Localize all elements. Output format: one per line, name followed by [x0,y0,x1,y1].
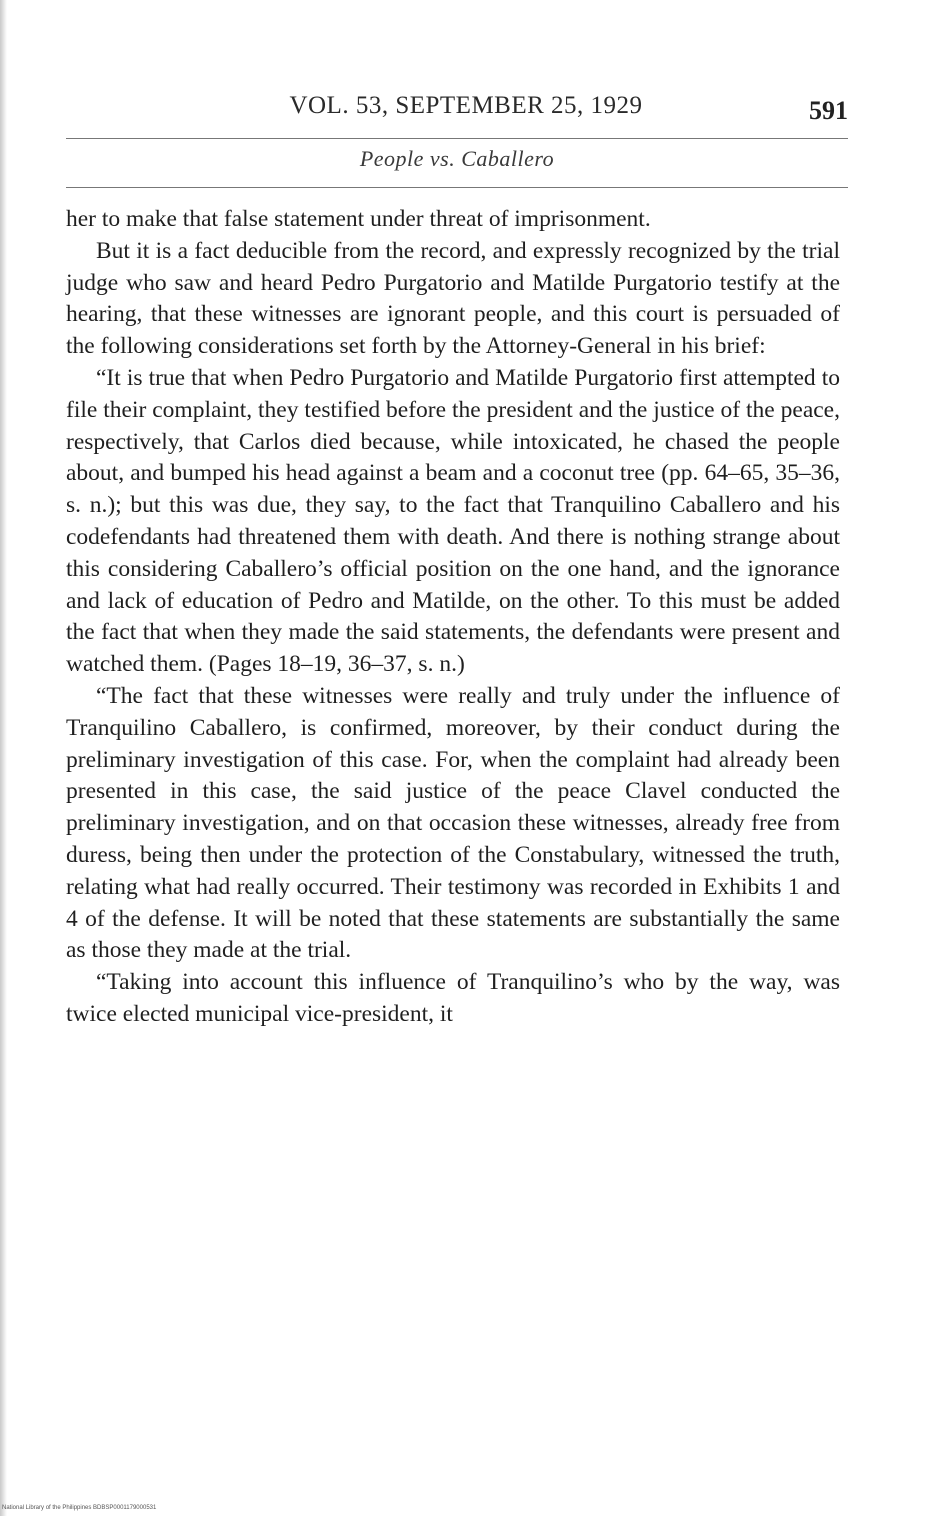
header-rule-bottom [66,187,848,188]
paragraph: But it is a fact deducible from the record, and expressly recognized by the trial judge who saw and heard Pedro Purgatorio and Matilde Purgatorio testify at the hearing, that these witnesses are ignorant people, and this court is persuaded of the following considerations set forth by the Attorney-General in his brief: [66,237,840,360]
paragraph-quote: “The fact that these witnesses were really and truly under the influence of Tranquilino Caballero, is confirmed, moreover, by their conduct during the preliminary investigation of this case. For, when the complaint had already been presented in this case, the said justice of the peace Clavel conducted the preliminary investigation, and on that occasion these witnesses, already free from duress, being then under the protection of the Constabulary, witnessed the truth, relating what had really occurred. Their testimony was recorded in Exhibits 1 and 4 of the defense. It will be noted that these statements are substantially the same as those they made at the trial. [66,682,840,964]
header-rule-top [66,138,848,139]
paragraph-continuation: her to make that false statement under threat of imprisonment. [66,206,651,232]
library-stamp: National Library of the Philippines BDBSP0001179000531 [2,1505,157,1511]
paragraph-quote: “Taking into account this influence of Tranquilino’s who by the way, was twice elected municipal vice-president, it [66,969,840,1027]
page-header [66,92,848,132]
case-title: People vs. Caballero [359,146,555,171]
body-text [66,204,840,1031]
running-head: VOL. 53, SEPTEMBER 25, 1929 [289,92,643,119]
scan-edge-shadow [0,0,7,1516]
page-number: 591 [809,96,848,125]
paragraph-quote: “It is true that when Pedro Purgatorio and Matilde Purgatorio first attempted to file their complaint, they testified before the president and the justice of the peace, respectively, that Carlos died because, while intoxicated, he chased the people about, and bumped his head against a beam and a coconut tree (pp. 64–65, 35–36, s. n.); but this was due, they say, to the fact that Tranquilino Caballero and his codefendants had threatened them with death. And there is nothing strange about this considering Caballero’s official position on the one hand, and the ignorance and lack of education of Pedro and Matilde, on the other. To this must be added the fact that when they made the said statements, the defendants were present and watched them. (Pages 18–19, 36–37, s. n.) [66,364,840,678]
